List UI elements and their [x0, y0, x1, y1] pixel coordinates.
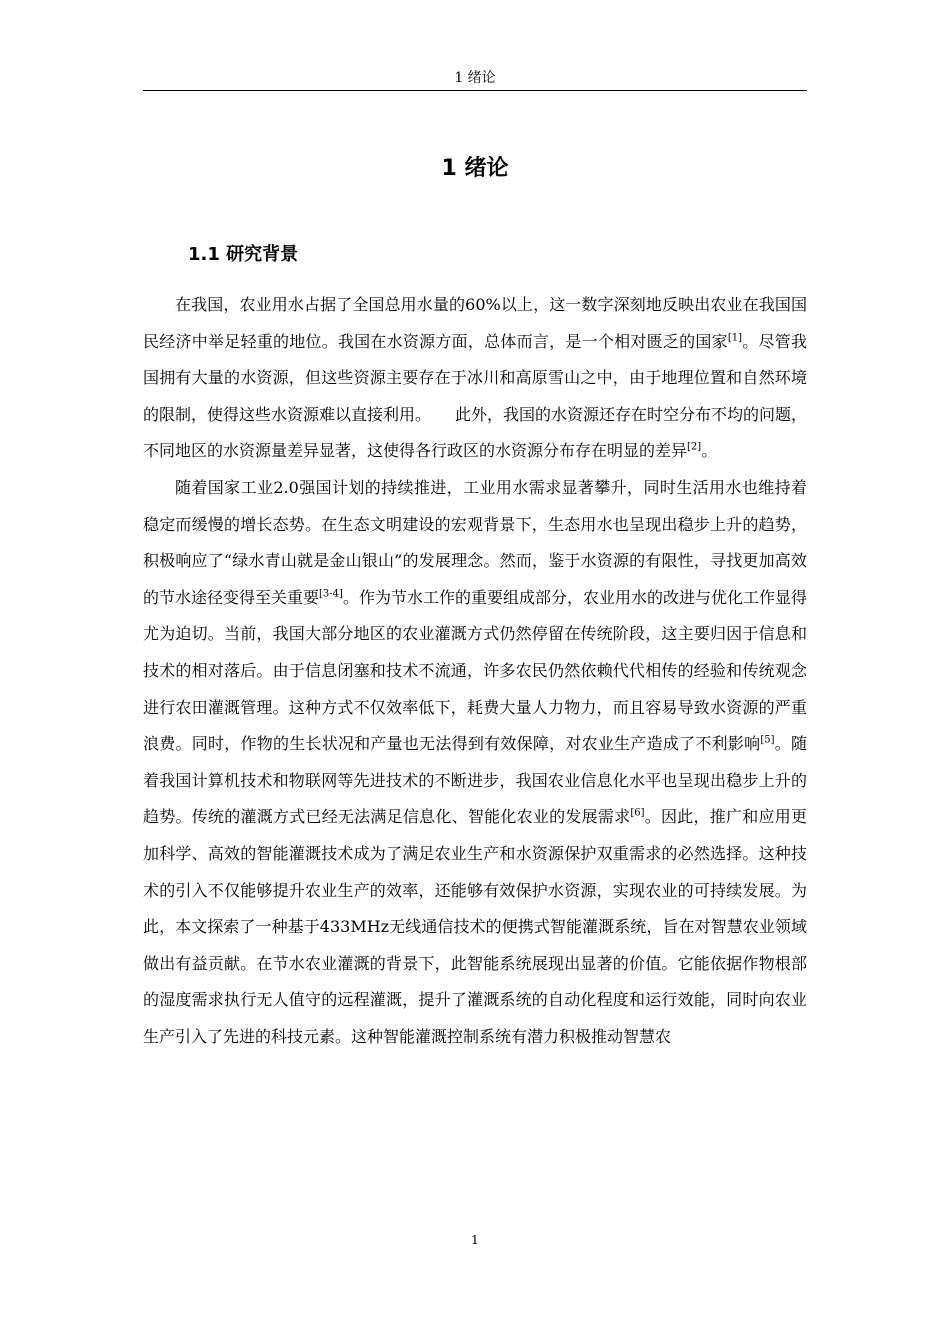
text-run: 。随着我国计算机技术和物联网等先进技术的不断进步，我国农业信息化水平也呈现出稳步上升的趋势。传统的灌溉方式已经无法满足信息化、智能化农业的发展需求: [143, 734, 807, 827]
section-title: 1.1 研究背景: [188, 244, 299, 265]
citation-ref: [3-4]: [319, 588, 343, 600]
paragraph-1: [143, 287, 807, 470]
text-run: 在我国，农业用水占据了全国总用水量的60%以上，这一数字深刻地反映出农业在我国国民经济中举足轻重的地位。我国在水资源方面，总体而言，是一个相对匮乏的国家: [143, 295, 807, 351]
text-run: 随着国家工业2.0强国计划的持续推进，工业用水需求显著攀升，同时生活用水也维持着稳定而缓慢的增长态势。在生态文明建设的宏观背景下，生态用水也呈现出稳步上升的趋势，积极响应了“绿水青山就是金山银山”的发展理念。然而，鉴于水资源的有限性，寻找更加高效的节水途径变得至关重要: [143, 477, 807, 607]
text-run: 。因此，推广和应用更加科学、高效的智能灌溉技术成为了满足农业生产和水资源保护双重需求的必然选择。这种技术的引入不仅能够提升农业生产的效率，还能够有效保护水资源，实现农业的可持续发展。为此，本文探索了一种基于433MHz无线通信技术的便携式智能灌溉系统，旨在对智慧农业领域做出有益贡献。在节水农业灌溉的背景下，此智能系统展现出显著的价值。它能依据作物根部的湿度需求执行无人值守的远程灌溉，提升了灌溉系统的自动化程度和运行效能，同时向农业生产引入了先进的科技元素。这种智能灌溉控制系统有潜力积极推动智慧农: [143, 807, 807, 1046]
text-run: 。作为节水工作的重要组成部分，农业用水的改进与优化工作显得尤为迫切。当前，我国大部分地区的农业灌溉方式仍然停留在传统阶段，这主要归因于信息和技术的相对落后。由于信息闭塞和技术不流通，许多农民仍然依赖代代相传的经验和传统观念进行农田灌溉管理。这种方式不仅效率低下，耗费大量人力物力，而且容易导致水资源的严重浪费。同时，作物的生长状况和产量也无法得到有效保障，对农业生产造成了不利影响: [143, 587, 807, 754]
citation-ref: [6]: [630, 807, 645, 819]
page-number: 1: [471, 1233, 479, 1247]
paragraph-2: [143, 470, 807, 1056]
running-header: 1 绪论: [143, 70, 807, 91]
text-run: 。: [701, 441, 718, 461]
citation-ref: [5]: [760, 734, 775, 746]
body-text: [143, 287, 807, 1055]
citation-ref: [2]: [687, 442, 702, 454]
chapter-title: 1 绪论: [441, 156, 509, 181]
text-run: 。尽管我国拥有大量的水资源，但这些资源主要存在于冰川和高原雪山之中，由于地理位置和自然环境的限制，使得这些水资源难以直接利用。 此外，我国的水资源还存在时空分布不均的问题，不同地区的水资源量差异显著，这使得各行政区的水资源分布存在明显的差异: [143, 331, 808, 461]
citation-ref: [1]: [727, 332, 742, 344]
